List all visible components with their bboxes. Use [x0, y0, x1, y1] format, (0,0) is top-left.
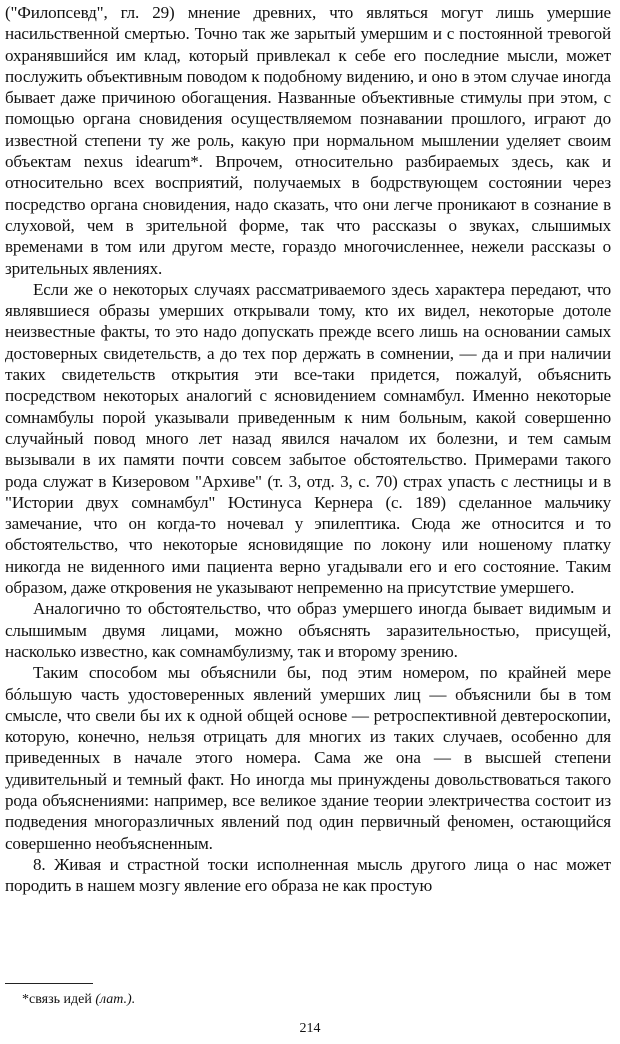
footnote-text: *связь идей: [22, 992, 92, 1007]
footnote-divider: [5, 983, 93, 984]
paragraph: Таким способом мы объяснили бы, под этим номером, по крайней мере бóльшую часть удостоверенных явлений умерших лиц — объяснили бы в том смысле, что свели бы их к одной общей основе — ретроспективной девтероскопии, которую, конечно, нельзя отрицать для многих из таких случаев, особенно для приведенных в начале этого номера. Сама же она — в высшей степени удивительный и темный факт. Но иногда мы принуждены довольствоваться такого рода объяснениями: например, все великое здание теории электричества состоит из подведения многоразличных явлений под один первичный феномен, остающийся совершенно необъясненным.: [5, 663, 611, 853]
paragraph: Если же о некоторых случаях рассматриваемого здесь характера передают, что являвшиеся образы умерших открывали тому, кто их видел, некоторые дотоле неизвестные факты, то это надо допускать прежде всего лишь на основании самых достоверных свидетельств, а до тех пор держать в сомнении, — да и при наличии таких свидетельств открытия эти все-таки придется, пожалуй, объяснить посредством некоторых аналогий с ясновидением сомнамбул. Именно некоторые сомнамбулы порой указывали приведенным к ним больным, какой совершенно случайный повод много лет назад явился началом их болезни, и тем самым вызывали в их памяти почти совсем забытое обстоятельство. Примерами такого рода служат в Кизеровом "Архиве" (т. 3, отд. 3, с. 70) страх упасть с лестницы и в "Истории двух сомнамбул" Юстинуса Кернера (с. 189) сделанное мальчику замечание, что он когда-то ночевал у эпилептика. Сюда же относится и то обстоятельство, что некоторые ясновидящие по локону или ношеному платку никогда не виденного ими пациента верно угадывали его и его состояние. Таким образом, даже откровения не указывают непременно на присутствие умершего.: [5, 279, 611, 598]
paragraph-numbered: 8. Живая и страстной тоски исполненная мысль другого лица о нас может породить в нашем мозгу явление его образа не как простую: [5, 854, 611, 896]
footnote: [22, 991, 135, 1009]
page-number: 214: [299, 1021, 321, 1036]
paragraph: Аналогично то обстоятельство, что образ умершего иногда бывает видимым и слышимым двумя лицами, можно объяснять заразительностью, присущей, насколько известно, как сомнамбулизму, так и второму зрению.: [5, 599, 611, 661]
body-text: [5, 2, 611, 896]
paragraph-continued: ("Филопсевд", гл. 29) мнение древних, что являться могут лишь умершие насильственной смертью. Точно так же зарытый умершим и с постоянной тревогой охранявшийся им клад, который привлекал к себе его последние мысли, может послужить объективным поводом к подобному видению, и оно в этом случае иногда бывает даже причиною обогащения. Названные объективные стимулы при этом, с помощью органа сновидения осуществляемом познавании прошлого, играют до известной степени ту же роль, какую при нормальном мышлении уделяет своим объектам nexus idearum*. Впрочем, относительно разбираемых здесь, как и относительно всех восприятий, получаемых в бодрствующем состоянии через посредство органа сновидения, надо сказать, что они легче проникают в сознание в слуховой, чем в зрительной форме, так что рассказы о звуках, слышимых временами в том или другом месте, гораздо многочисленнее, нежели рассказы о зрительных явлениях.: [5, 3, 611, 278]
footnote-language-note: (лат.).: [95, 992, 136, 1007]
